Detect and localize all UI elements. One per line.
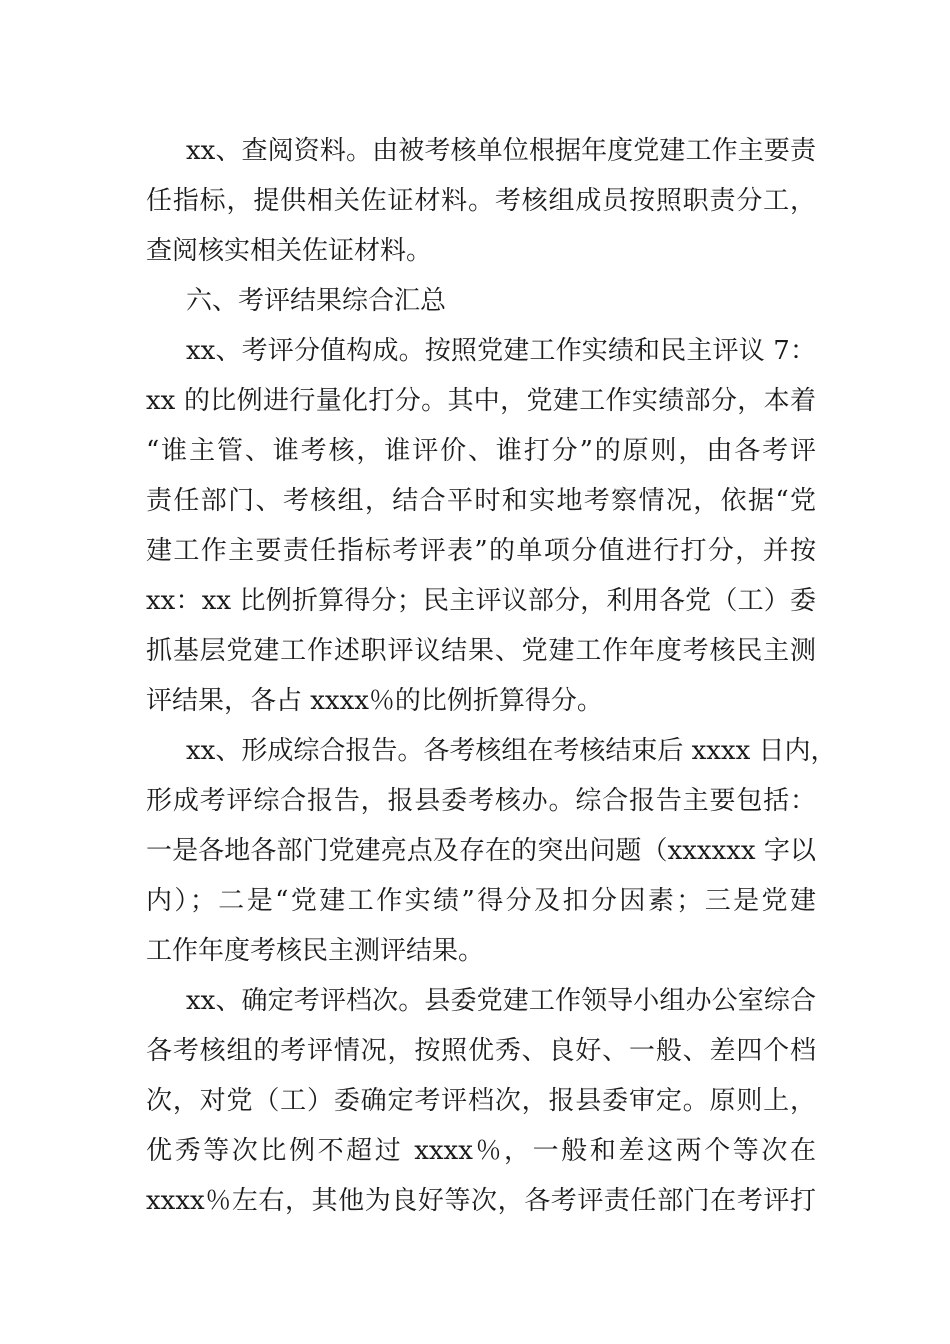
text-line: 次，对党（工）委确定考评档次，报县委审定。原则上， [146, 1086, 816, 1116]
text-line: 评结果，各占 xxxx％的比例折算得分。 [146, 686, 603, 716]
text-line: 内）；二是“党建工作实绩”得分及扣分因素；三是党建 [146, 886, 816, 916]
text-line: 建工作主要责任指标考评表”的单项分值进行打分，并按 [146, 536, 816, 566]
text-line: 各考核组的考评情况，按照优秀、良好、一般、差四个档 [146, 1036, 816, 1066]
text-line: 优秀等次比例不超过 xxxx％，一般和差这两个等次在 [146, 1136, 816, 1166]
text-line: 抓基层党建工作述职评议结果、党建工作年度考核民主测 [146, 636, 816, 666]
text-line: 形成考评综合报告，报县委考核办。综合报告主要包括： [146, 786, 816, 816]
text-line: “谁主管、谁考核，谁评价、谁打分”的原则，由各考评 [146, 436, 816, 466]
text-line: xx、查阅资料。由被考核单位根据年度党建工作主要责 [186, 136, 816, 166]
text-line: xx、形成综合报告。各考核组在考核结束后 xxxx 日内， [186, 736, 837, 766]
text-line: xx、考评分值构成。按照党建工作实绩和民主评议 7： [186, 336, 816, 366]
text-line: xx、确定考评档次。县委党建工作领导小组办公室综合 [186, 986, 816, 1016]
text-line: 任指标，提供相关佐证材料。考核组成员按照职责分工， [146, 186, 816, 216]
text-line: 责任部门、考核组，结合平时和实地考察情况，依据“党 [146, 486, 816, 516]
text-line: 一是各地各部门党建亮点及存在的突出问题（xxxxxx 字以 [146, 836, 816, 866]
text-line: xxxx％左右，其他为良好等次，各考评责任部门在考评打 [146, 1186, 816, 1216]
text-line: xx：xx 比例折算得分；民主评议部分，利用各党（工）委 [146, 586, 816, 616]
text-line: 查阅核实相关佐证材料。 [146, 236, 433, 266]
section-heading: 六、考评结果综合汇总 [186, 286, 447, 316]
text-line: 工作年度考核民主测评结果。 [146, 936, 485, 966]
text-line: xx 的比例进行量化打分。其中，党建工作实绩部分，本着 [146, 386, 816, 416]
